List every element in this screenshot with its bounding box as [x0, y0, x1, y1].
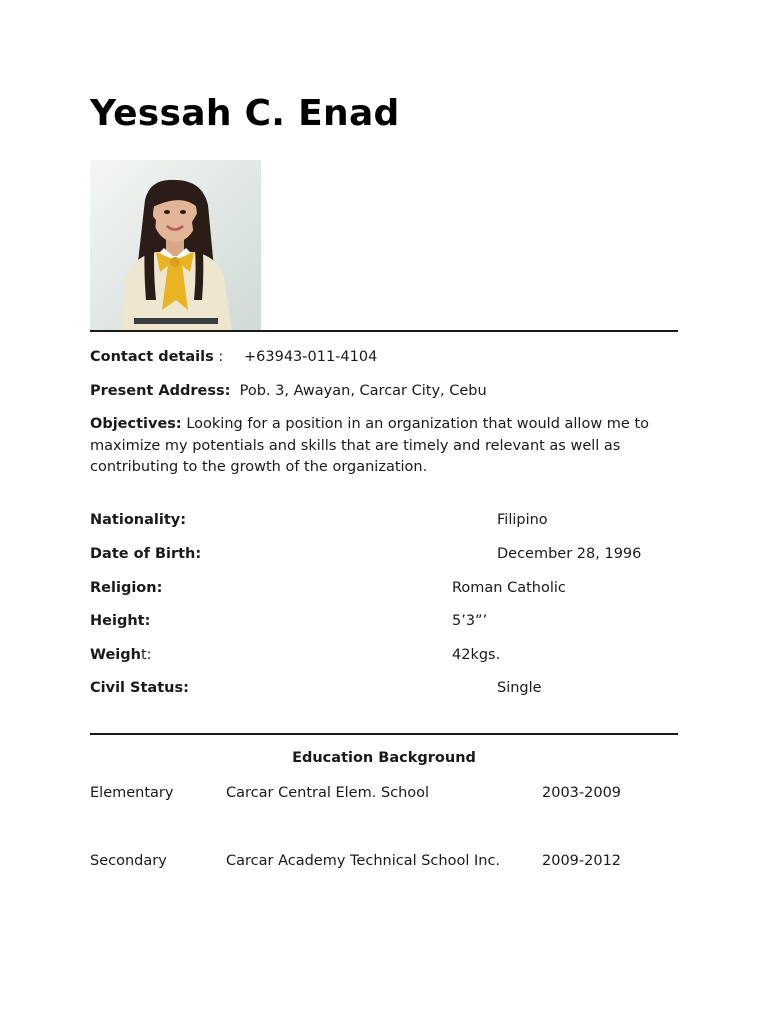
- contact-value: +63943-011-4104: [244, 349, 378, 365]
- birth-value: December 28, 1996: [497, 546, 642, 562]
- profile-photo: [90, 160, 261, 331]
- education-years-elementary: 2003-2009: [542, 785, 622, 801]
- education-level-elementary: Elementary: [90, 785, 174, 801]
- divider-education: [90, 733, 678, 735]
- religion-label: Religion:: [90, 580, 163, 596]
- weight-label-rest: t:: [140, 647, 152, 663]
- religion-value: Roman Catholic: [452, 580, 566, 596]
- contact-details-row: [90, 347, 223, 367]
- divider-top: [90, 330, 678, 332]
- birth-label: Date of Birth:: [90, 546, 202, 562]
- objectives-paragraph: [90, 414, 690, 479]
- education-heading: Education Background: [292, 750, 476, 766]
- address-row: [90, 381, 487, 401]
- address-label: Present Address:: [90, 383, 231, 399]
- nationality-label: Nationality:: [90, 512, 187, 528]
- civil-status-label: Civil Status:: [90, 680, 189, 696]
- civil-status-value: Single: [497, 680, 542, 696]
- weight-label-bold: Weigh: [90, 647, 141, 663]
- weight-value: 42kgs.: [452, 647, 501, 663]
- resume-name: Yessah C. Enad: [90, 93, 400, 134]
- height-label: Height:: [90, 613, 151, 629]
- objectives-value: Looking for a position in an organization that would allow me to maximize my potentials and skills that are timely and relevant as well as contributing to the growth of the organization.: [90, 416, 650, 475]
- height-value: 5’3”’: [452, 613, 488, 629]
- weight-label: [90, 645, 152, 665]
- address-value: Pob. 3, Awayan, Carcar City, Cebu: [239, 383, 487, 399]
- contact-label: Contact details: [90, 349, 214, 365]
- education-years-secondary: 2009-2012: [542, 853, 622, 869]
- nationality-value: Filipino: [497, 512, 548, 528]
- objectives-label: Objectives:: [90, 416, 182, 432]
- education-school-elementary: Carcar Central Elem. School: [226, 785, 430, 801]
- education-level-secondary: Secondary: [90, 853, 167, 869]
- contact-separator: :: [213, 349, 224, 365]
- education-school-secondary: Carcar Academy Technical School Inc.: [226, 853, 501, 869]
